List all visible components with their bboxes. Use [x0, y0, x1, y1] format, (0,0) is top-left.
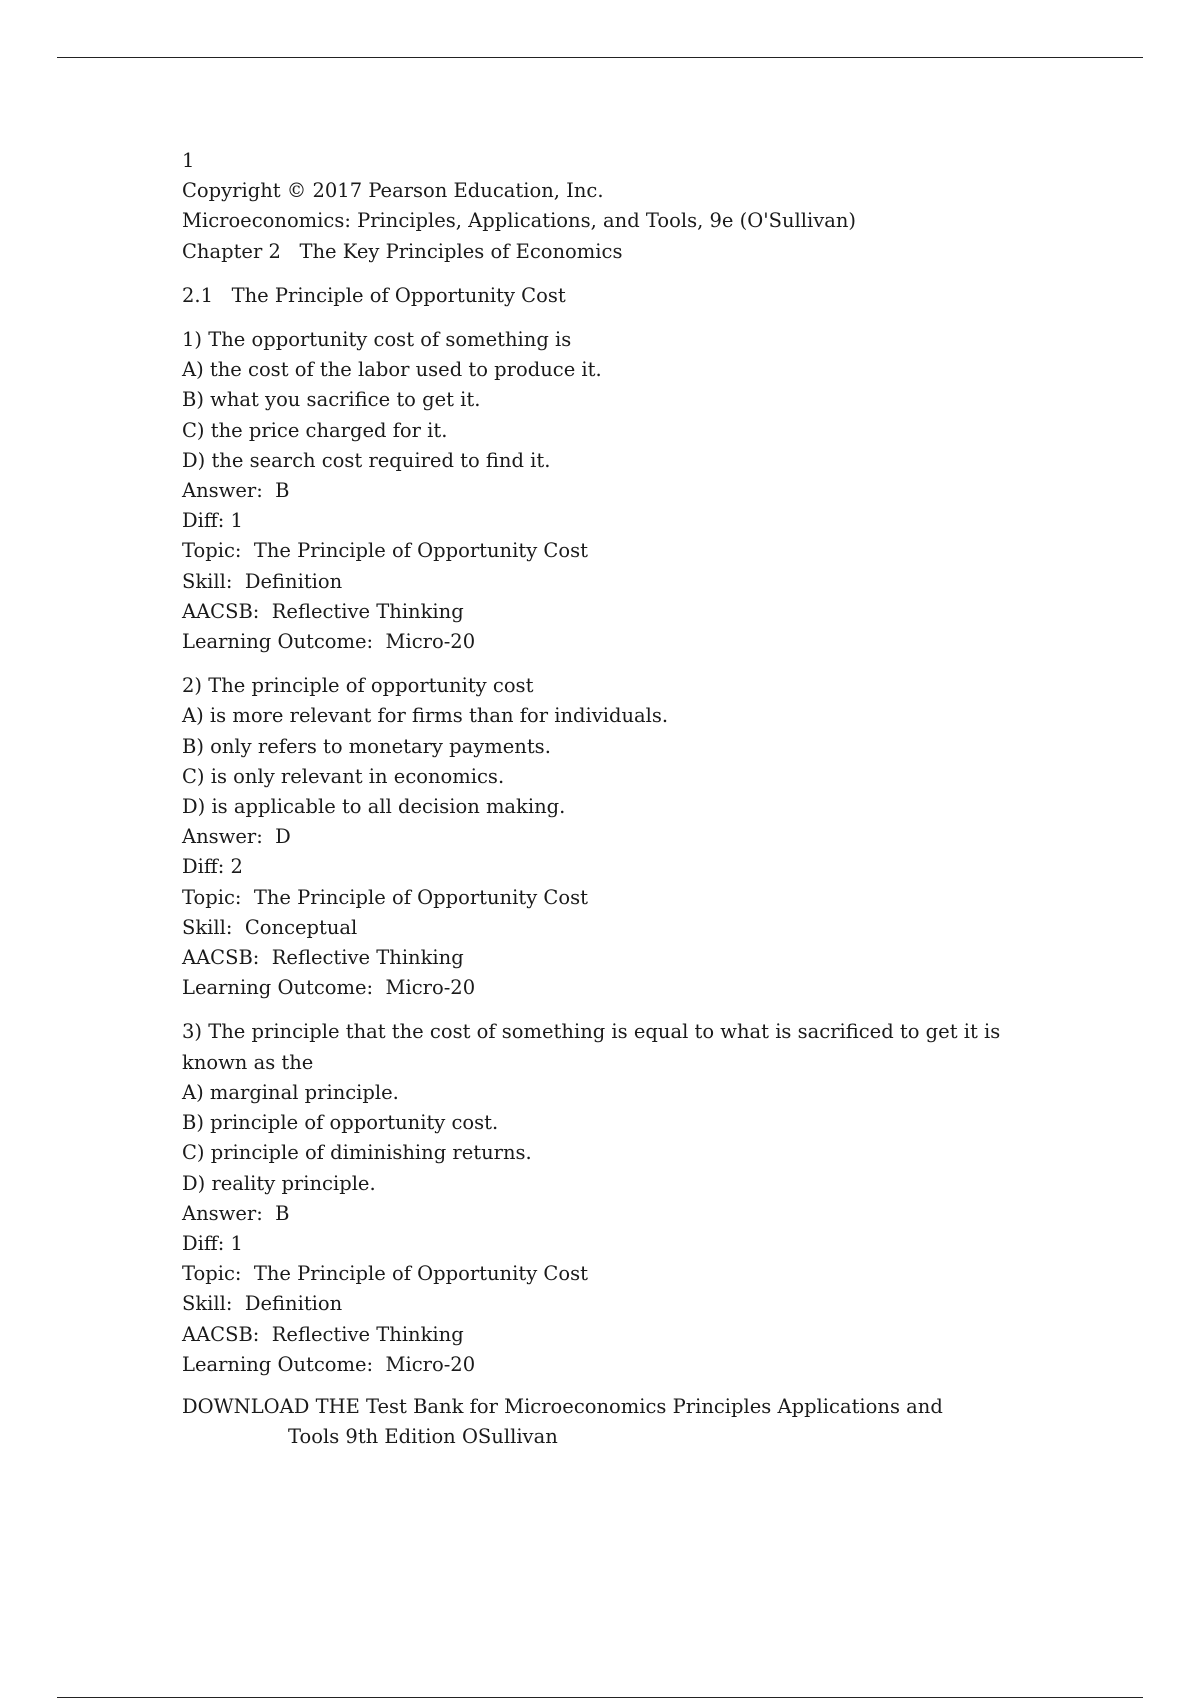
answer-option: B) only refers to monetary payments. — [182, 734, 551, 758]
learning-outcome: Learning Outcome: Micro-20 — [182, 630, 476, 654]
answer-option: A) is more relevant for firms than for individuals. — [182, 704, 669, 728]
book-title: Microeconomics: Principles, Applications, and Tools, 9e (O'Sullivan) — [182, 209, 857, 233]
answer-option: A) marginal principle. — [182, 1080, 399, 1104]
download-note — [182, 1392, 1062, 1452]
question-stem: 3) The principle that the cost of something is equal to what is sacrificed to get it is known as the — [182, 1020, 1001, 1074]
difficulty: Diff: 1 — [182, 509, 243, 533]
skill: Skill: Definition — [182, 569, 343, 593]
bottom-rule — [57, 1697, 1143, 1698]
download-line: DOWNLOAD THE Test Bank for Microeconomics Principles Applications and — [182, 1394, 943, 1418]
aacsb: AACSB: Reflective Thinking — [182, 1322, 464, 1346]
page-number: 1 — [182, 149, 195, 172]
topic: Topic: The Principle of Opportunity Cost — [182, 539, 588, 563]
learning-outcome: Learning Outcome: Micro-20 — [182, 1352, 476, 1376]
answer-option: C) the price charged for it. — [182, 418, 448, 442]
answer-option: B) principle of opportunity cost. — [182, 1111, 499, 1135]
answer-option: D) reality principle. — [182, 1171, 376, 1195]
question-stem: 1) The opportunity cost of something is — [182, 328, 572, 352]
copyright-line: Copyright © 2017 Pearson Education, Inc. — [182, 179, 604, 203]
skill: Skill: Definition — [182, 1292, 343, 1316]
skill: Skill: Conceptual — [182, 915, 358, 939]
download-line: Tools 9th Edition OSullivan — [288, 1425, 558, 1449]
answer-key: Answer: B — [182, 479, 290, 503]
top-rule — [57, 57, 1143, 58]
learning-outcome: Learning Outcome: Micro-20 — [182, 976, 476, 1000]
question-block — [182, 325, 1062, 657]
section-title: 2.1 The Principle of Opportunity Cost — [182, 283, 566, 307]
answer-option: D) the search cost required to find it. — [182, 448, 551, 472]
topic: Topic: The Principle of Opportunity Cost — [182, 885, 588, 909]
answer-key: Answer: B — [182, 1201, 290, 1225]
answer-option: B) what you sacrifice to get it. — [182, 388, 481, 412]
question-block — [182, 1017, 1062, 1379]
difficulty: Diff: 1 — [182, 1231, 243, 1255]
topic: Topic: The Principle of Opportunity Cost — [182, 1262, 588, 1286]
answer-option: C) is only relevant in economics. — [182, 764, 505, 788]
aacsb: AACSB: Reflective Thinking — [182, 599, 464, 623]
answer-option: A) the cost of the labor used to produce it. — [182, 358, 602, 382]
question-stem: 2) The principle of opportunity cost — [182, 674, 534, 698]
answer-option: C) principle of diminishing returns. — [182, 1141, 532, 1165]
difficulty: Diff: 2 — [182, 855, 243, 879]
page-content — [182, 146, 1062, 1452]
answer-key: Answer: D — [182, 825, 291, 849]
aacsb: AACSB: Reflective Thinking — [182, 946, 464, 970]
question-block — [182, 671, 1062, 1003]
chapter-title: Chapter 2 The Key Principles of Economics — [182, 239, 623, 263]
answer-option: D) is applicable to all decision making. — [182, 795, 566, 819]
